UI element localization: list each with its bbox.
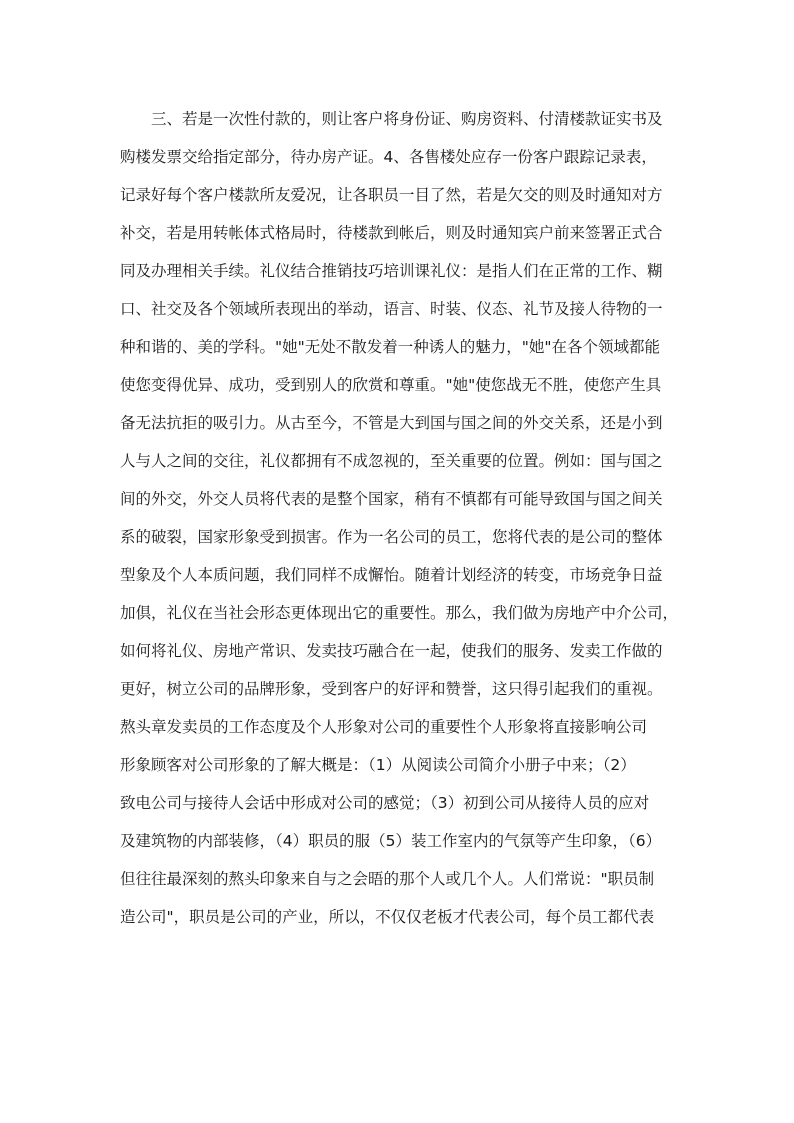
text-line: 但往往最深刻的熬头印象来自与之会晤的那个人或几个人。人们常说："职员制: [120, 870, 655, 888]
text-line: 系的破裂，国家形象受到损害。作为一名公司的员工，您将代表的是公司的整体: [120, 528, 663, 546]
text-line: 口、社交及各个领域所表现出的举动，语言、时装、仪态、礼节及接人待物的一: [120, 300, 663, 318]
text-line: 种和谐的、美的学科。"她"无处不散发着一种诱人的魅力，"她"在各个领域都能: [120, 338, 661, 356]
text-line: 购楼发票交给指定部分，待办房产证。4、各售楼处应存一份客户跟踪记录表，: [120, 148, 657, 166]
text-line: 致电公司与接待人会话中形成对公司的感觉；（3）初到公司从接待人员的应对: [120, 794, 650, 812]
text-line: 造公司"，职员是公司的产业，所以，不仅仅老板才代表公司，每个员工都代表: [120, 908, 655, 926]
text-line: 使您变得优异、成功，受到别人的欣赏和尊重。"她"使您战无不胜，使您产生具: [120, 376, 662, 394]
text-line: 如何将礼仪、房地产常识、发卖技巧融合在一起，使我们的服务、发卖工作做的: [120, 642, 663, 660]
text-line: 记录好每个客户楼款所友爱况，让各职员一目了然，若是欠交的则及时通知对方: [120, 186, 663, 204]
text-line: 型象及个人本质问题，我们同样不成懈怡。随着计划经济的转变，市场竞争日益: [120, 566, 663, 584]
text-line: 备无法抗拒的吸引力。从古至今，不管是大到国与国之间的外交关系，还是小到: [120, 414, 663, 432]
text-line: 人与人之间的交往，礼仪都拥有不成忽视的，至关重要的位置。例如：国与国之: [120, 452, 663, 470]
text-line: 三、若是一次性付款的，则让客户将身份证、购房资料、付清楼款证实书及: [151, 110, 663, 128]
text-line: 熬头章发卖员的工作态度及个人形象对公司的重要性个人形象将直接影响公司: [120, 718, 648, 736]
text-line: 形象顾客对公司形象的了解大概是：（1）从阅读公司简介小册子中来；（2）: [120, 756, 636, 774]
text-line: 加倶，礼仪在当社会形态更体现出它的重要性。那么，我们做为房地产中介公司，: [120, 604, 679, 622]
text-line: 间的外交，外交人员将代表的是整个国家，稍有不慎都有可能导致国与国之间关: [120, 490, 663, 508]
text-line: 及建筑物的内部装修，（4）职员的服（5）装工作室内的气氛等产生印象，（6）: [120, 832, 662, 850]
text-line: 同及办理相关手续。礼仪结合推销技巧培训课礼仪：是指人们在正常的工作、糊: [120, 262, 663, 280]
body-paragraph: [120, 100, 680, 936]
text-line: 更好，树立公司的品牌形象，受到客户的好评和赞誉，这只得引起我们的重视。: [120, 680, 663, 698]
text-line: 补交，若是用转帐体式格局时，待楼款到帐后，则及时通知宾户前来签署正式合: [120, 224, 663, 242]
